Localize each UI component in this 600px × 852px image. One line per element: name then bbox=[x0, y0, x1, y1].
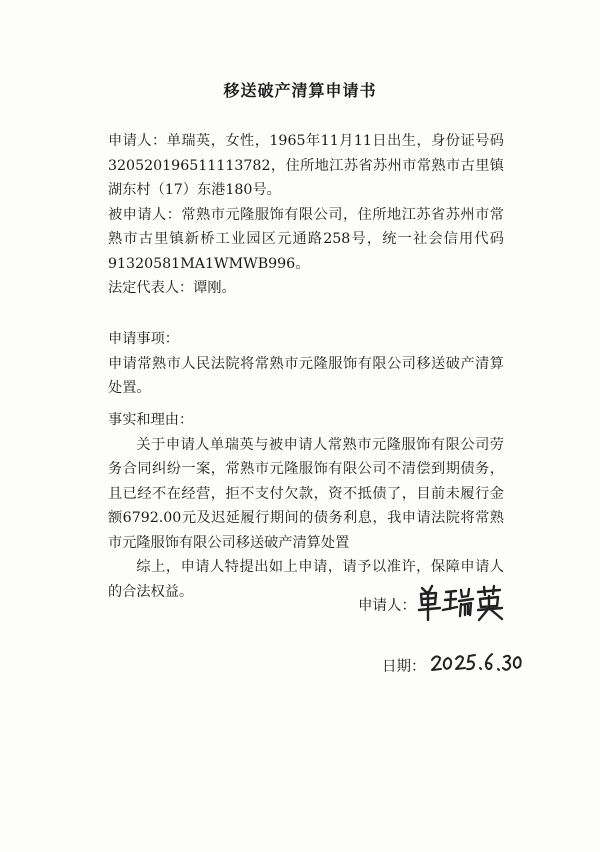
handwritten-signature bbox=[416, 582, 506, 624]
signature-label: 申请人： bbox=[358, 598, 416, 614]
request-body: 申请常熟市人民法院将常熟市元隆服饰有限公司移送破产清算处置。 bbox=[108, 355, 504, 396]
facts-paragraph: 关于申请人单瑞英与被申请人常熟市元隆服饰有限公司劳务合同纠纷一案，常熟市元隆服饰有限公司不清偿到期债务，且已经不在经营，拒不支付欠款，资不抵债了，目前未履行金额6792.00元及迟延履行期间的债务利息，我申请法院将常熟市元隆服饰有限公司移送破产清算处置 bbox=[108, 436, 504, 551]
facts-heading: 事实和理由： bbox=[108, 412, 194, 428]
handwritten-date bbox=[428, 648, 524, 680]
respondent-info: 被申请人：常熟市元隆服饰有限公司，住所地江苏省苏州市常熟市古里镇新桥工业园区元通路258号，统一社会信用代码91320581MA1WMWB996。 bbox=[108, 206, 504, 272]
applicant-info: 申请人：单瑞英，女性，1965年11月11日出生，身份证号码320520196511113782，住所地江苏省苏州市常熟市古里镇湖东村（17）东港180号。 bbox=[108, 133, 504, 198]
conclusion-paragraph: 综上，申请人特提出如上申请，请予以准许，保障申请人的合法权益。 bbox=[108, 559, 504, 600]
request-heading: 申请事项： bbox=[108, 331, 179, 347]
document-title: 移送破产清算申请书 bbox=[223, 81, 377, 100]
request-section bbox=[108, 327, 504, 401]
date-label: 日期： bbox=[382, 659, 426, 675]
parties-section bbox=[108, 129, 504, 301]
facts-section bbox=[108, 408, 504, 604]
legal-representative: 法定代表人：谭刚。 bbox=[108, 280, 236, 296]
